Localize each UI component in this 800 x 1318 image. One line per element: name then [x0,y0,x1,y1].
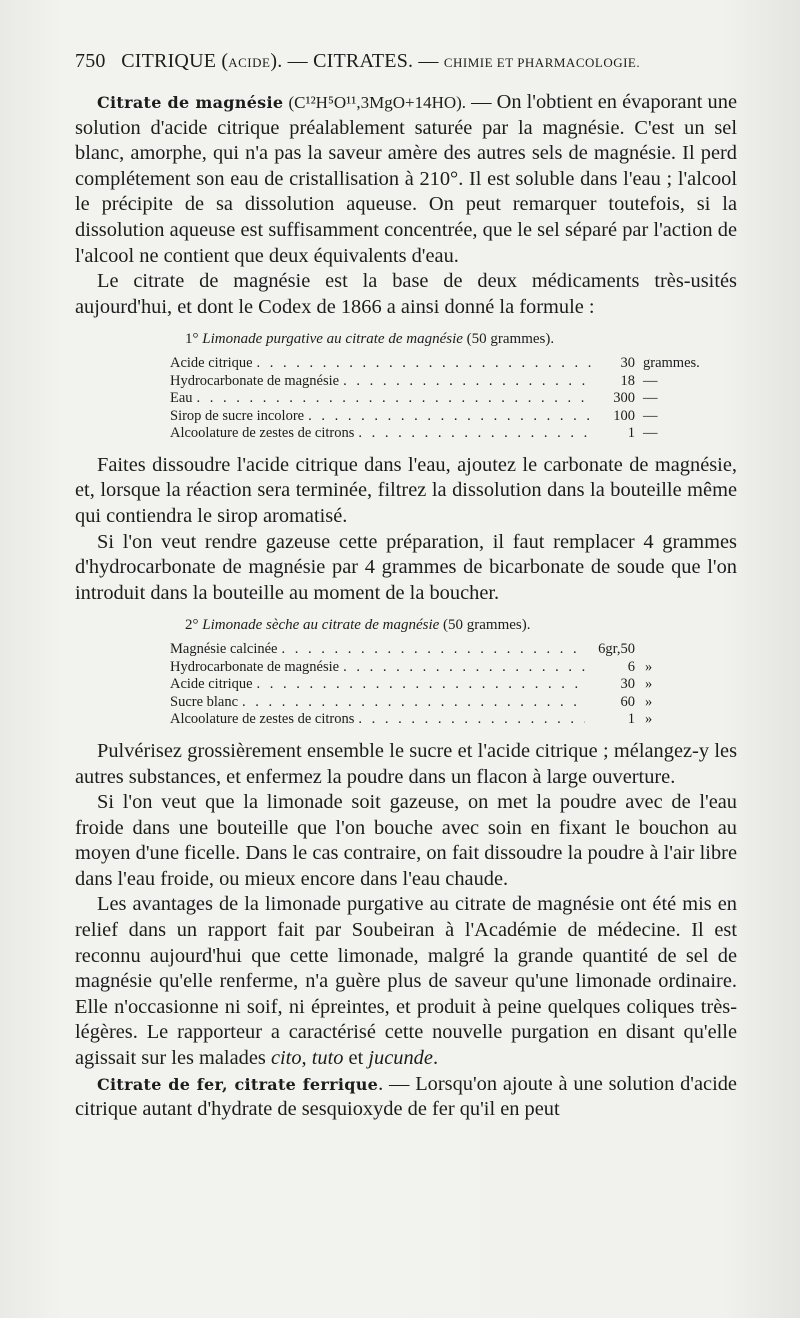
header-title: CITRIQUE (ACIDE). — CITRATES. — [121,50,444,72]
citrate-fer-heading: Citrate de fer, citrate ferrique [97,1074,379,1094]
citrate-magnesie-formula: (C¹²H⁵O¹¹,3MgO+14HO). [288,93,467,112]
recipe-title: 1° Limonade purgative au citrate de magnésie (50 grammes). [185,331,555,348]
recipe-limonade-purgative [75,329,737,443]
citrate-fer-text: . — Lorsqu'on ajoute à une solution d'acide citrique autant d'hydrate de sesquioxyde de fer qu'il en peut [75,1072,737,1121]
leader-dots [242,694,585,712]
ingredient-row: Acide citrique . . . 30 grammes. [170,355,715,373]
latin-tuto: tuto [311,1047,344,1070]
leader-dots [308,408,591,426]
ingredient-row: Alcoolature de zestes de citrons . . . 1 » [170,711,675,729]
leader-dots [343,373,591,391]
codex-paragraph: Le citrate de magnésie est la base de deux médicaments très-usités aujourd'hui, et dont le Codex de 1866 a ainsi donné la formule : [75,270,737,318]
ingredient-row: Sirop de sucre incolore . . . 100 — [170,408,715,426]
ingredient-row: Magnésie calcinée . . . 6gr,50 [170,641,675,659]
ingredient-row: Hydrocarbonate de magnésie . . . 18 — [170,373,715,391]
ingredient-row: Sucre blanc . . . 60 » [170,694,675,712]
recipe-ingredients [75,641,675,729]
leader-dots [358,425,591,443]
page-number: 750 [75,50,106,72]
leader-dots [358,711,585,729]
gazeuse-paragraph: Si l'on veut rendre gazeuse cette préparation, il faut remplacer 4 grammes d'hydrocarbonate de magnésie par 4 grammes de bicarbonate de soude que l'on introduit dans la bouteille au moment de la boucher. [75,530,737,604]
citrate-magnesie-paragraph [75,90,737,269]
ingredient-row: Alcoolature de zestes de citrons . . . 1 — [170,425,715,443]
page-body [75,90,737,1123]
running-header [75,50,740,73]
pulverisez-paragraph: Pulvérisez grossièrement ensemble le sucre et l'acide citrique ; mélangez-y les autres substances, et enfermez la poudre dans un flacon à large ouverture. [75,739,737,788]
latin-cito: cito [270,1047,302,1070]
avantages-paragraph: Les avantages de la limonade purgative au citrate de magnésie ont été mis en relief dans un rapport fait par Soubeiran à l'Académie de médecine. Il est reconnu aujourd'hui que cette limonade, malgré la grande quantité de sel de magnésie qu'elle renferme, n'a guère plus de saveur qu'une limonade ordinaire. Elle n'occasionne ni soif, ni épreintes, et produit à peine quelques coliques très-légères. Le rapporteur a caractérisé cette nouvelle purgation en disant qu'elle agissait sur les malades cito, tuto et jucunde. [75,893,737,1070]
recipe-ingredients [75,355,715,443]
ingredient-row: Eau . . . 300 — [170,390,715,408]
leader-dots [343,659,585,677]
citrate-fer-paragraph [75,1072,737,1123]
latin-jucunde: jucunde [368,1047,433,1070]
ingredient-row: Hydrocarbonate de magnésie . . . 6 » [170,659,675,677]
limonade-gazeuse-paragraph: Si l'on veut que la limonade soit gazeuse, on met la poudre avec de l'eau froide dans une bouteille que l'on bouche avec soin en fixant le bouchon au moyen d'une ficelle. Dans le cas contraire, on fait dissoudre la poudre à l'air libre dans l'eau froide, ou mieux encore dans l'eau chaude. [75,791,737,890]
citrate-magnesie-heading: Citrate de magnésie [97,93,284,112]
leader-dots [197,390,591,408]
recipe-title: 2° Limonade sèche au citrate de magnésie (50 grammes). [185,617,531,634]
leader-dots [281,641,585,659]
ingredient-row: Acide citrique . . . 30 » [170,676,675,694]
header-section: CHIMIE ET PHARMACOLOGIE. [443,55,641,70]
leader-dots [257,355,591,373]
leader-dots [257,676,585,694]
dissoudre-paragraph: Faites dissoudre l'acide citrique dans l'eau, ajoutez le carbonate de magnésie, et, lorsque la réaction sera terminée, filtrez la dissolution dans la bouteille même qui contiendra le sirop aromatisé. [75,453,737,528]
recipe-limonade-seche [75,615,737,729]
citrate-magnesie-text: — On l'obtient en évaporant une solution d'acide citrique préalablement saturée par la magnésie. C'est un sel blanc, amorphe, qui n'a pas la saveur amère des autres sels de magnésie. Il perd complétement son eau de cristallisation à 210°. Il est soluble dans l'eau ; l'alcool le précipite de sa dissolution aqueuse. On peut remarquer toutefois, si la dissolution aqueuse est suffisamment concentrée, que le sel séparé par l'action de l'alcool ne contient que deux équivalents d'eau. [75,91,737,267]
